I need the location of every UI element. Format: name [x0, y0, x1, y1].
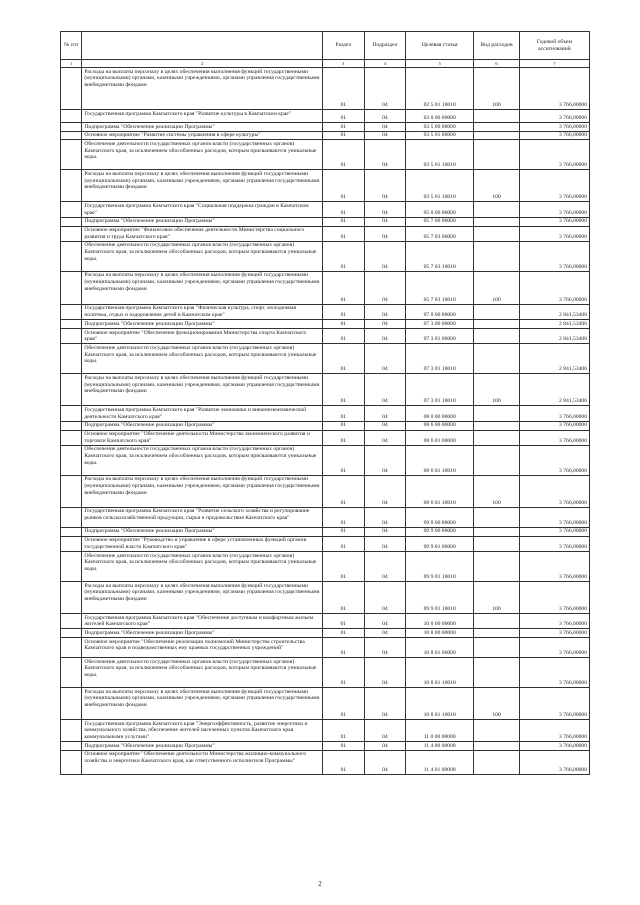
row-expense-cell: [474, 304, 520, 319]
row-section-cell: 01: [322, 552, 364, 582]
row-expense-cell: [474, 421, 520, 430]
row-number-cell: [61, 131, 82, 140]
row-volume-cell: 3 766,00000: [519, 720, 589, 742]
table-row: [61, 475, 590, 507]
row-section-cell: 01: [322, 582, 364, 614]
table-row: [61, 688, 590, 720]
row-section-cell: 01: [322, 658, 364, 688]
row-subsection-cell: 04: [364, 507, 406, 527]
row-number-cell: [61, 320, 82, 329]
row-number-cell: [61, 720, 82, 742]
row-subsection-cell: 04: [364, 582, 406, 614]
row-expense-cell: 100: [474, 68, 520, 110]
row-article-cell: 11 4 00 00000: [406, 742, 474, 751]
row-expense-cell: 100: [474, 475, 520, 507]
row-name-cell: Основное мероприятие "Обеспечение деятельности Министерства жилищно-коммунального хозяйства и энергетики Камчатского края, как ответственного исполнителя Программы": [82, 750, 323, 774]
row-article-cell: 07 0 00 00000: [406, 304, 474, 319]
row-article-cell: 03 0 00 00000: [406, 110, 474, 123]
row-subsection-cell: 04: [364, 629, 406, 638]
row-name-cell: Основное мероприятие "Обеспечение реализации полномочий Министерства строительства Камчатского края и подведомственных ему краевых государственных учреждений": [82, 638, 323, 658]
row-number-cell: [61, 614, 82, 629]
row-article-cell: 05 7 03 10010: [406, 241, 474, 271]
row-expense-cell: [474, 140, 520, 170]
row-section-cell: 01: [322, 140, 364, 170]
row-name-cell: Государственная программа Камчатского края "Физическая культура, спорт, молодежная политика, отдых и оздоровление детей в Камчатском крае": [82, 304, 323, 319]
row-expense-cell: [474, 527, 520, 536]
row-volume-cell: 3 766,00000: [519, 202, 589, 217]
row-article-cell: 02 5 01 10010: [406, 68, 474, 110]
row-article-cell: 08 6 01 10010: [406, 445, 474, 475]
row-article-cell: 09 9 01 10010: [406, 582, 474, 614]
header-number: № п/п: [61, 32, 82, 60]
row-article-cell: 10 8 00 00000: [406, 629, 474, 638]
row-expense-cell: [474, 344, 520, 374]
row-section-cell: 01: [322, 421, 364, 430]
header-section: Раздел: [322, 32, 364, 60]
row-name-cell: Основное мероприятие "Обеспечение функционирования Министерства спорта Камчатского края": [82, 329, 323, 344]
row-name-cell: Основное мероприятие "Развитие системы управления в сфере культуры": [82, 131, 323, 140]
row-subsection-cell: 04: [364, 374, 406, 406]
row-expense-cell: [474, 329, 520, 344]
row-expense-cell: [474, 123, 520, 132]
row-subsection-cell: 04: [364, 344, 406, 374]
row-number-cell: [61, 329, 82, 344]
column-index: 7: [519, 60, 589, 68]
table-row: [61, 68, 590, 110]
row-subsection-cell: 04: [364, 131, 406, 140]
row-article-cell: 07 3 00 00000: [406, 320, 474, 329]
row-number-cell: [61, 241, 82, 271]
row-number-cell: [61, 68, 82, 110]
row-expense-cell: 100: [474, 374, 520, 406]
row-number-cell: [61, 582, 82, 614]
table-row: [61, 170, 590, 202]
row-expense-cell: 100: [474, 170, 520, 202]
row-name-cell: Основное мероприятие "Финансовое обеспечение деятельности Министерства социального развития и труда Камчатского края": [82, 226, 323, 241]
row-section-cell: 01: [322, 720, 364, 742]
table-row: [61, 217, 590, 226]
row-expense-cell: [474, 430, 520, 445]
table-row: [61, 629, 590, 638]
row-article-cell: 08 6 01 00000: [406, 430, 474, 445]
table-row: [61, 374, 590, 406]
row-name-cell: Государственная программа Камчатского края "Развитие экономики и внешнеэкономической деятельности Камчатского края": [82, 406, 323, 421]
row-section-cell: 01: [322, 536, 364, 551]
row-expense-cell: [474, 750, 520, 774]
row-volume-cell: 3 766,00000: [519, 527, 589, 536]
row-subsection-cell: 04: [364, 475, 406, 507]
row-volume-cell: 3 766,00000: [519, 430, 589, 445]
table-row: [61, 614, 590, 629]
row-article-cell: 03 5 01 00000: [406, 131, 474, 140]
row-name-cell: Обеспечение деятельности государственных органов власти (государственных органов) Камчатского края, за исключением обособленных расходов, которым присваиваются уникальные коды.: [82, 241, 323, 271]
row-article-cell: 09 9 01 00000: [406, 536, 474, 551]
row-section-cell: 01: [322, 123, 364, 132]
table-row: [61, 445, 590, 475]
row-expense-cell: [474, 552, 520, 582]
row-expense-cell: [474, 614, 520, 629]
row-number-cell: [61, 344, 82, 374]
row-volume-cell: 2 841,53406: [519, 329, 589, 344]
row-section-cell: 01: [322, 170, 364, 202]
row-name-cell: Расходы на выплаты персоналу в целях обеспечения выполнения функций государственными (муниципальными) органами, казенными учреждениями, органами управления государственными внебюджетными фондами: [82, 68, 323, 110]
row-subsection-cell: 04: [364, 430, 406, 445]
row-expense-cell: [474, 629, 520, 638]
row-name-cell: Подпрограмма "Обеспечение реализации Программы": [82, 629, 323, 638]
table-row: [61, 241, 590, 271]
row-subsection-cell: 04: [364, 217, 406, 226]
table-row: [61, 720, 590, 742]
column-index-row: [61, 60, 590, 68]
header-volume: Годовой объем ассигнований: [519, 32, 589, 60]
row-name-cell: Расходы на выплаты персоналу в целях обеспечения выполнения функций государственными (муниципальными) органами, казенными учреждениями, органами управления государственными внебюджетными фондами: [82, 374, 323, 406]
row-section-cell: 01: [322, 217, 364, 226]
row-number-cell: [61, 430, 82, 445]
table-body: [61, 68, 590, 775]
row-section-cell: 01: [322, 110, 364, 123]
row-number-cell: [61, 374, 82, 406]
row-subsection-cell: 04: [364, 614, 406, 629]
row-article-cell: 08 0 00 00000: [406, 406, 474, 421]
row-name-cell: Подпрограмма "Обеспечение реализации Программы": [82, 527, 323, 536]
row-number-cell: [61, 202, 82, 217]
row-name-cell: Обеспечение деятельности государственных органов власти (государственных органов) Камчатского края, за исключением обособленных расходов, которым присваиваются уникальные коды.: [82, 140, 323, 170]
row-subsection-cell: 04: [364, 140, 406, 170]
row-article-cell: 09 9 00 00000: [406, 527, 474, 536]
row-section-cell: 01: [322, 475, 364, 507]
row-volume-cell: 3 766,00000: [519, 688, 589, 720]
row-expense-cell: [474, 217, 520, 226]
row-volume-cell: 3 766,00000: [519, 475, 589, 507]
row-article-cell: 07 3 01 10010: [406, 344, 474, 374]
row-section-cell: 01: [322, 374, 364, 406]
row-article-cell: 05 7 03 00000: [406, 226, 474, 241]
row-number-cell: [61, 527, 82, 536]
row-number-cell: [61, 658, 82, 688]
table-row: [61, 750, 590, 774]
row-volume-cell: 3 766,00000: [519, 406, 589, 421]
row-section-cell: 01: [322, 271, 364, 304]
row-subsection-cell: 04: [364, 320, 406, 329]
header-name: [82, 32, 323, 60]
row-article-cell: 08 6 00 00000: [406, 421, 474, 430]
row-section-cell: 01: [322, 750, 364, 774]
row-expense-cell: [474, 658, 520, 688]
row-section-cell: 01: [322, 445, 364, 475]
table-row: [61, 507, 590, 527]
row-expense-cell: [474, 536, 520, 551]
row-article-cell: 09 9 01 10010: [406, 552, 474, 582]
row-expense-cell: [474, 742, 520, 751]
row-name-cell: Государственная программа Камчатского края "Развитие культуры в Камчатском крае": [82, 110, 323, 123]
row-volume-cell: 3 766,00000: [519, 170, 589, 202]
row-subsection-cell: 04: [364, 304, 406, 319]
row-volume-cell: 2 841,53406: [519, 320, 589, 329]
row-subsection-cell: 04: [364, 750, 406, 774]
row-number-cell: [61, 629, 82, 638]
row-article-cell: 03 5 01 10010: [406, 140, 474, 170]
row-number-cell: [61, 536, 82, 551]
row-subsection-cell: 04: [364, 329, 406, 344]
row-subsection-cell: 04: [364, 68, 406, 110]
row-name-cell: Основное мероприятие "Руководство и управление в сфере установленных функций органов государственной власти Камчатского края": [82, 536, 323, 551]
row-number-cell: [61, 742, 82, 751]
row-volume-cell: 3 766,00000: [519, 638, 589, 658]
row-article-cell: 10 8 01 10010: [406, 658, 474, 688]
page-number: 2: [318, 880, 322, 888]
table-row: [61, 658, 590, 688]
row-volume-cell: 3 766,00000: [519, 629, 589, 638]
row-volume-cell: 3 766,00000: [519, 552, 589, 582]
table-row: [61, 320, 590, 329]
row-number-cell: [61, 638, 82, 658]
table-row: [61, 110, 590, 123]
row-expense-cell: [474, 507, 520, 527]
row-volume-cell: 3 766,00000: [519, 507, 589, 527]
row-volume-cell: 3 766,00000: [519, 140, 589, 170]
row-section-cell: 01: [322, 226, 364, 241]
row-volume-cell: 2 841,53406: [519, 344, 589, 374]
row-number-cell: [61, 406, 82, 421]
row-section-cell: 01: [322, 614, 364, 629]
row-name-cell: Подпрограмма "Обеспечение реализации Программы": [82, 421, 323, 430]
column-index: 4: [364, 60, 406, 68]
row-name-cell: Подпрограмма "Обеспечение реализации Программы": [82, 742, 323, 751]
row-article-cell: 07 3 01 00000: [406, 329, 474, 344]
row-volume-cell: 3 766,00000: [519, 445, 589, 475]
row-name-cell: Обеспечение деятельности государственных органов власти (государственных органов) Камчатского края, за исключением обособленных расходов, которым присваиваются уникальные коды.: [82, 658, 323, 688]
row-number-cell: [61, 445, 82, 475]
row-volume-cell: 3 766,00000: [519, 271, 589, 304]
column-index: 6: [474, 60, 520, 68]
row-section-cell: 01: [322, 638, 364, 658]
row-volume-cell: 3 766,00000: [519, 421, 589, 430]
row-name-cell: Государственная программа Камчатского края "Энергоэффективность, развитие энергетики и коммунального хозяйства, обеспечение жителей населенных пунктов Камчатского края коммунальными услугами": [82, 720, 323, 742]
row-volume-cell: 3 766,00000: [519, 217, 589, 226]
table-row: [61, 536, 590, 551]
row-volume-cell: 3 766,00000: [519, 742, 589, 751]
row-volume-cell: 3 766,00000: [519, 110, 589, 123]
row-volume-cell: 3 766,00000: [519, 582, 589, 614]
row-expense-cell: [474, 406, 520, 421]
row-name-cell: Подпрограмма "Обеспечение реализации Программы": [82, 123, 323, 132]
column-index: 1: [61, 60, 82, 68]
row-subsection-cell: 04: [364, 688, 406, 720]
table-row: [61, 131, 590, 140]
row-subsection-cell: 04: [364, 445, 406, 475]
row-name-cell: Расходы на выплаты персоналу в целях обеспечения выполнения функций государственными (муниципальными) органами, казенными учреждениями, органами управления государственными внебюджетными фондами: [82, 582, 323, 614]
table-row: [61, 552, 590, 582]
row-name-cell: Государственная программа Камчатского края "Развитие сельского хозяйства и регулирование рынков сельскохозяйственной продукции, сырья и продовольствия Камчатского края": [82, 507, 323, 527]
row-subsection-cell: 04: [364, 123, 406, 132]
row-number-cell: [61, 688, 82, 720]
row-article-cell: 10 0 00 00000: [406, 614, 474, 629]
row-expense-cell: [474, 110, 520, 123]
row-number-cell: [61, 750, 82, 774]
row-number-cell: [61, 421, 82, 430]
row-volume-cell: 3 766,00000: [519, 68, 589, 110]
row-section-cell: 01: [322, 329, 364, 344]
row-section-cell: 01: [322, 688, 364, 720]
row-section-cell: 01: [322, 629, 364, 638]
row-number-cell: [61, 217, 82, 226]
row-subsection-cell: 04: [364, 170, 406, 202]
row-number-cell: [61, 271, 82, 304]
row-expense-cell: [474, 226, 520, 241]
row-number-cell: [61, 110, 82, 123]
row-name-cell: Обеспечение деятельности государственных органов власти (государственных органов) Камчатского края, за исключением обособленных расходов, которым присваиваются уникальные коды.: [82, 552, 323, 582]
row-section-cell: 01: [322, 507, 364, 527]
row-subsection-cell: 04: [364, 552, 406, 582]
table-row: [61, 271, 590, 304]
row-section-cell: 01: [322, 527, 364, 536]
column-index: 5: [406, 60, 474, 68]
row-article-cell: 07 3 01 10010: [406, 374, 474, 406]
table-row: [61, 202, 590, 217]
row-section-cell: 01: [322, 131, 364, 140]
row-subsection-cell: 04: [364, 527, 406, 536]
row-number-cell: [61, 507, 82, 527]
row-expense-cell: [474, 720, 520, 742]
header-expense-type: Вид расходов: [474, 32, 520, 60]
table-row: [61, 123, 590, 132]
header-subsection: Подраздел: [364, 32, 406, 60]
row-article-cell: 10 8 01 10010: [406, 688, 474, 720]
row-subsection-cell: 04: [364, 536, 406, 551]
row-section-cell: 01: [322, 241, 364, 271]
table-row: [61, 329, 590, 344]
table-row: [61, 140, 590, 170]
row-name-cell: Подпрограмма "Обеспечение реализации Программы": [82, 320, 323, 329]
row-section-cell: 01: [322, 320, 364, 329]
row-subsection-cell: 04: [364, 406, 406, 421]
row-subsection-cell: 04: [364, 720, 406, 742]
row-number-cell: [61, 140, 82, 170]
table-row: [61, 406, 590, 421]
row-number-cell: [61, 475, 82, 507]
row-section-cell: 01: [322, 742, 364, 751]
table-row: [61, 527, 590, 536]
row-name-cell: Расходы на выплаты персоналу в целях обеспечения выполнения функций государственными (муниципальными) органами, казенными учреждениями, органами управления государственными внебюджетными фондами: [82, 475, 323, 507]
row-article-cell: 05 7 00 00000: [406, 217, 474, 226]
table-row: [61, 226, 590, 241]
row-name-cell: Подпрограмма "Обеспечение реализации Программы": [82, 217, 323, 226]
row-volume-cell: 3 766,00000: [519, 536, 589, 551]
row-article-cell: 05 0 00 00000: [406, 202, 474, 217]
row-name-cell: Государственная программа Камчатского края "Социальная поддержка граждан в Камчатском крае": [82, 202, 323, 217]
row-expense-cell: [474, 320, 520, 329]
row-expense-cell: [474, 445, 520, 475]
header-article: Целевая статья: [406, 32, 474, 60]
row-volume-cell: 2 841,53406: [519, 374, 589, 406]
row-subsection-cell: 04: [364, 202, 406, 217]
row-article-cell: 03 5 00 00000: [406, 123, 474, 132]
row-subsection-cell: 04: [364, 226, 406, 241]
row-name-cell: Расходы на выплаты персоналу в целях обеспечения выполнения функций государственными (муниципальными) органами, казенными учреждениями, органами управления государственными внебюджетными фондами: [82, 271, 323, 304]
row-subsection-cell: 04: [364, 638, 406, 658]
table-row: [61, 421, 590, 430]
row-volume-cell: 3 766,00000: [519, 750, 589, 774]
row-expense-cell: 100: [474, 271, 520, 304]
row-article-cell: 05 7 03 10010: [406, 271, 474, 304]
row-name-cell: Обеспечение деятельности государственных органов власти (государственных органов) Камчатского края, за исключением обособленных расходов, которым присваиваются уникальные коды.: [82, 445, 323, 475]
row-section-cell: 01: [322, 430, 364, 445]
row-section-cell: 01: [322, 68, 364, 110]
column-index: 3: [322, 60, 364, 68]
row-name-cell: Основное мероприятие "Обеспечение деятельности Министерства экономического развития и торговли Камчатского края": [82, 430, 323, 445]
row-expense-cell: [474, 638, 520, 658]
table-row: [61, 638, 590, 658]
table-row: [61, 582, 590, 614]
row-article-cell: 03 5 01 10010: [406, 170, 474, 202]
row-expense-cell: [474, 202, 520, 217]
row-subsection-cell: 04: [364, 742, 406, 751]
row-article-cell: 08 6 01 10010: [406, 475, 474, 507]
row-expense-cell: 100: [474, 582, 520, 614]
row-article-cell: 10 8 01 00000: [406, 638, 474, 658]
row-subsection-cell: 04: [364, 658, 406, 688]
row-name-cell: Обеспечение деятельности государственных органов власти (государственных органов) Камчатского края, за исключением обособленных расходов, которым присваиваются уникальные коды.: [82, 344, 323, 374]
table-row: [61, 304, 590, 319]
table-header-row: [61, 32, 590, 60]
row-volume-cell: 3 766,00000: [519, 614, 589, 629]
table-row: [61, 430, 590, 445]
row-expense-cell: [474, 241, 520, 271]
row-number-cell: [61, 304, 82, 319]
row-number-cell: [61, 226, 82, 241]
row-name-cell: Расходы на выплаты персоналу в целях обеспечения выполнения функций государственными (муниципальными) органами, казенными учреждениями, органами управления государственными внебюджетными фондами: [82, 170, 323, 202]
row-section-cell: 01: [322, 344, 364, 374]
column-index: 2: [82, 60, 323, 68]
row-section-cell: 01: [322, 304, 364, 319]
row-number-cell: [61, 170, 82, 202]
row-article-cell: 09 0 00 00000: [406, 507, 474, 527]
row-subsection-cell: 04: [364, 421, 406, 430]
row-volume-cell: 3 766,00000: [519, 123, 589, 132]
row-name-cell: Государственная программа Камчатского края "Обеспечение доступным и комфортным жильем жителей Камчатского края": [82, 614, 323, 629]
row-name-cell: Расходы на выплаты персоналу в целях обеспечения выполнения функций государственными (муниципальными) органами, казенными учреждениями, органами управления государственными внебюджетными фондами: [82, 688, 323, 720]
row-volume-cell: 3 766,00000: [519, 226, 589, 241]
row-article-cell: 11 4 01 00000: [406, 750, 474, 774]
table-row: [61, 742, 590, 751]
row-number-cell: [61, 552, 82, 582]
row-section-cell: 01: [322, 406, 364, 421]
row-article-cell: 11 0 00 00000: [406, 720, 474, 742]
row-volume-cell: 3 766,00000: [519, 658, 589, 688]
row-expense-cell: 100: [474, 688, 520, 720]
row-number-cell: [61, 123, 82, 132]
row-subsection-cell: 04: [364, 241, 406, 271]
table-row: [61, 344, 590, 374]
row-subsection-cell: 04: [364, 110, 406, 123]
row-volume-cell: 3 766,00000: [519, 241, 589, 271]
budget-table: [60, 31, 590, 775]
row-subsection-cell: 04: [364, 271, 406, 304]
row-section-cell: 01: [322, 202, 364, 217]
row-expense-cell: [474, 131, 520, 140]
row-volume-cell: 2 841,53406: [519, 304, 589, 319]
row-volume-cell: 3 766,00000: [519, 131, 589, 140]
